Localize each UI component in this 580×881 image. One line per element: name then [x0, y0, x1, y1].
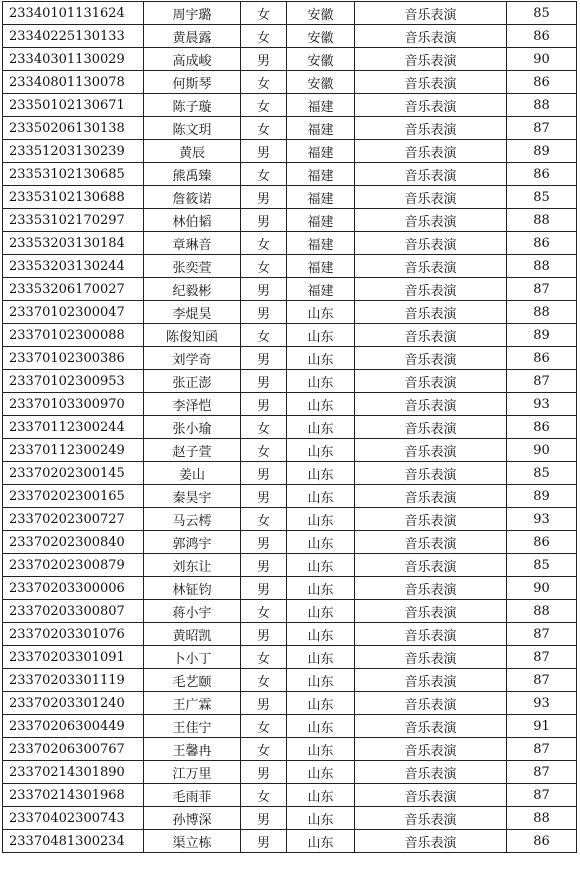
- table-row: [3, 301, 577, 324]
- score-cell: 86: [507, 416, 577, 439]
- province-cell: 山东: [287, 600, 355, 623]
- name-cell: 赵子萱: [144, 439, 241, 462]
- table-row: [3, 278, 577, 301]
- table-row: [3, 2, 577, 25]
- score-cell: 87: [507, 278, 577, 301]
- exam-id-cell: 23370102300088: [3, 324, 144, 347]
- gender-cell: 男: [241, 140, 287, 163]
- major-cell: 音乐表演: [355, 485, 507, 508]
- province-cell: 山东: [287, 623, 355, 646]
- table-row: [3, 623, 577, 646]
- table-row: [3, 71, 577, 94]
- exam-id-cell: 23370103300970: [3, 393, 144, 416]
- exam-id-cell: 23370206300449: [3, 715, 144, 738]
- major-cell: 音乐表演: [355, 232, 507, 255]
- province-cell: 福建: [287, 186, 355, 209]
- exam-id-cell: 23370112300249: [3, 439, 144, 462]
- province-cell: 山东: [287, 669, 355, 692]
- score-cell: 87: [507, 784, 577, 807]
- score-cell: 90: [507, 439, 577, 462]
- name-cell: 张奕萱: [144, 255, 241, 278]
- table-row: [3, 117, 577, 140]
- name-cell: 陈俊知函: [144, 324, 241, 347]
- score-cell: 89: [507, 324, 577, 347]
- gender-cell: 女: [241, 71, 287, 94]
- exam-id-cell: 23370102300047: [3, 301, 144, 324]
- table-row: [3, 255, 577, 278]
- table-row: [3, 163, 577, 186]
- major-cell: 音乐表演: [355, 577, 507, 600]
- table-row: [3, 669, 577, 692]
- table-row: [3, 140, 577, 163]
- major-cell: 音乐表演: [355, 393, 507, 416]
- exam-id-cell: 23353206170027: [3, 278, 144, 301]
- exam-id-cell: 23353102130688: [3, 186, 144, 209]
- name-cell: 刘东让: [144, 554, 241, 577]
- province-cell: 安徽: [287, 2, 355, 25]
- score-cell: 87: [507, 623, 577, 646]
- gender-cell: 男: [241, 830, 287, 853]
- gender-cell: 女: [241, 324, 287, 347]
- major-cell: 音乐表演: [355, 94, 507, 117]
- score-cell: 88: [507, 301, 577, 324]
- major-cell: 音乐表演: [355, 784, 507, 807]
- gender-cell: 男: [241, 531, 287, 554]
- gender-cell: 女: [241, 646, 287, 669]
- province-cell: 山东: [287, 715, 355, 738]
- results-table: [2, 1, 577, 853]
- major-cell: 音乐表演: [355, 554, 507, 577]
- table-row: [3, 600, 577, 623]
- exam-id-cell: 23370203301240: [3, 692, 144, 715]
- exam-id-cell: 23350102130671: [3, 94, 144, 117]
- major-cell: 音乐表演: [355, 646, 507, 669]
- table-row: [3, 830, 577, 853]
- name-cell: 林钲钧: [144, 577, 241, 600]
- name-cell: 孙博深: [144, 807, 241, 830]
- gender-cell: 男: [241, 761, 287, 784]
- name-cell: 李焜昊: [144, 301, 241, 324]
- gender-cell: 女: [241, 25, 287, 48]
- name-cell: 黄晨露: [144, 25, 241, 48]
- table-row: [3, 186, 577, 209]
- table-row: [3, 439, 577, 462]
- name-cell: 陈文玥: [144, 117, 241, 140]
- gender-cell: 男: [241, 186, 287, 209]
- exam-id-cell: 23353203130244: [3, 255, 144, 278]
- exam-id-cell: 23370202300840: [3, 531, 144, 554]
- province-cell: 山东: [287, 370, 355, 393]
- gender-cell: 男: [241, 209, 287, 232]
- major-cell: 音乐表演: [355, 186, 507, 209]
- major-cell: 音乐表演: [355, 370, 507, 393]
- score-cell: 87: [507, 117, 577, 140]
- score-cell: 89: [507, 140, 577, 163]
- province-cell: 安徽: [287, 25, 355, 48]
- score-cell: 89: [507, 485, 577, 508]
- province-cell: 山东: [287, 761, 355, 784]
- province-cell: 福建: [287, 140, 355, 163]
- table-row: [3, 48, 577, 71]
- score-cell: 90: [507, 48, 577, 71]
- exam-id-cell: 23351203130239: [3, 140, 144, 163]
- table-body: [3, 2, 577, 853]
- exam-id-cell: 23370102300386: [3, 347, 144, 370]
- gender-cell: 女: [241, 416, 287, 439]
- table-row: [3, 94, 577, 117]
- exam-id-cell: 23370202300727: [3, 508, 144, 531]
- name-cell: 高成峻: [144, 48, 241, 71]
- gender-cell: 女: [241, 94, 287, 117]
- score-cell: 85: [507, 186, 577, 209]
- name-cell: 黄昭凯: [144, 623, 241, 646]
- gender-cell: 女: [241, 439, 287, 462]
- province-cell: 安徽: [287, 48, 355, 71]
- exam-id-cell: 23353102170297: [3, 209, 144, 232]
- gender-cell: 男: [241, 278, 287, 301]
- name-cell: 陈子璇: [144, 94, 241, 117]
- score-cell: 93: [507, 692, 577, 715]
- table-row: [3, 692, 577, 715]
- score-cell: 93: [507, 393, 577, 416]
- exam-id-cell: 23370203301076: [3, 623, 144, 646]
- table-row: [3, 485, 577, 508]
- province-cell: 山东: [287, 577, 355, 600]
- major-cell: 音乐表演: [355, 278, 507, 301]
- province-cell: 山东: [287, 807, 355, 830]
- major-cell: 音乐表演: [355, 25, 507, 48]
- score-cell: 91: [507, 715, 577, 738]
- name-cell: 张小瑜: [144, 416, 241, 439]
- table-row: [3, 393, 577, 416]
- score-cell: 88: [507, 94, 577, 117]
- name-cell: 毛艺颐: [144, 669, 241, 692]
- province-cell: 山东: [287, 462, 355, 485]
- name-cell: 李泽恺: [144, 393, 241, 416]
- name-cell: 毛雨菲: [144, 784, 241, 807]
- table-row: [3, 324, 577, 347]
- exam-id-cell: 23350206130138: [3, 117, 144, 140]
- major-cell: 音乐表演: [355, 669, 507, 692]
- name-cell: 江万里: [144, 761, 241, 784]
- score-cell: 88: [507, 600, 577, 623]
- gender-cell: 男: [241, 347, 287, 370]
- gender-cell: 男: [241, 577, 287, 600]
- major-cell: 音乐表演: [355, 347, 507, 370]
- exam-id-cell: 23370214301968: [3, 784, 144, 807]
- name-cell: 王馨冉: [144, 738, 241, 761]
- exam-id-cell: 23340301130029: [3, 48, 144, 71]
- score-cell: 86: [507, 531, 577, 554]
- exam-id-cell: 23370214301890: [3, 761, 144, 784]
- table-row: [3, 347, 577, 370]
- name-cell: 卜小丁: [144, 646, 241, 669]
- score-cell: 87: [507, 669, 577, 692]
- name-cell: 秦昊宇: [144, 485, 241, 508]
- major-cell: 音乐表演: [355, 416, 507, 439]
- exam-id-cell: 23370402300743: [3, 807, 144, 830]
- province-cell: 福建: [287, 117, 355, 140]
- gender-cell: 男: [241, 807, 287, 830]
- table-row: [3, 508, 577, 531]
- gender-cell: 男: [241, 301, 287, 324]
- table-row: [3, 416, 577, 439]
- score-cell: 85: [507, 554, 577, 577]
- score-cell: 86: [507, 71, 577, 94]
- major-cell: 音乐表演: [355, 71, 507, 94]
- province-cell: 山东: [287, 324, 355, 347]
- score-cell: 85: [507, 462, 577, 485]
- major-cell: 音乐表演: [355, 692, 507, 715]
- major-cell: 音乐表演: [355, 324, 507, 347]
- gender-cell: 女: [241, 669, 287, 692]
- province-cell: 山东: [287, 393, 355, 416]
- major-cell: 音乐表演: [355, 462, 507, 485]
- score-cell: 86: [507, 25, 577, 48]
- gender-cell: 女: [241, 255, 287, 278]
- province-cell: 山东: [287, 738, 355, 761]
- province-cell: 山东: [287, 416, 355, 439]
- score-cell: 90: [507, 577, 577, 600]
- major-cell: 音乐表演: [355, 508, 507, 531]
- gender-cell: 女: [241, 715, 287, 738]
- score-cell: 87: [507, 761, 577, 784]
- province-cell: 山东: [287, 830, 355, 853]
- gender-cell: 女: [241, 738, 287, 761]
- table-row: [3, 577, 577, 600]
- gender-cell: 男: [241, 554, 287, 577]
- major-cell: 音乐表演: [355, 48, 507, 71]
- table-row: [3, 554, 577, 577]
- gender-cell: 女: [241, 117, 287, 140]
- province-cell: 福建: [287, 232, 355, 255]
- major-cell: 音乐表演: [355, 600, 507, 623]
- table-row: [3, 209, 577, 232]
- score-cell: 86: [507, 347, 577, 370]
- name-cell: 周宇璐: [144, 2, 241, 25]
- major-cell: 音乐表演: [355, 830, 507, 853]
- score-cell: 88: [507, 807, 577, 830]
- province-cell: 山东: [287, 646, 355, 669]
- gender-cell: 女: [241, 2, 287, 25]
- score-cell: 87: [507, 738, 577, 761]
- major-cell: 音乐表演: [355, 163, 507, 186]
- name-cell: 黄辰: [144, 140, 241, 163]
- exam-id-cell: 23340225130133: [3, 25, 144, 48]
- province-cell: 山东: [287, 301, 355, 324]
- province-cell: 福建: [287, 94, 355, 117]
- major-cell: 音乐表演: [355, 531, 507, 554]
- exam-id-cell: 23370203301119: [3, 669, 144, 692]
- province-cell: 山东: [287, 531, 355, 554]
- table-row: [3, 738, 577, 761]
- table-row: [3, 784, 577, 807]
- table-row: [3, 646, 577, 669]
- name-cell: 詹筱诺: [144, 186, 241, 209]
- major-cell: 音乐表演: [355, 738, 507, 761]
- name-cell: 蒋小宇: [144, 600, 241, 623]
- province-cell: 山东: [287, 439, 355, 462]
- province-cell: 山东: [287, 508, 355, 531]
- exam-id-cell: 23370202300879: [3, 554, 144, 577]
- name-cell: 王广霖: [144, 692, 241, 715]
- gender-cell: 男: [241, 692, 287, 715]
- major-cell: 音乐表演: [355, 140, 507, 163]
- table-row: [3, 807, 577, 830]
- province-cell: 山东: [287, 692, 355, 715]
- province-cell: 山东: [287, 784, 355, 807]
- exam-id-cell: 23370206300767: [3, 738, 144, 761]
- score-cell: 86: [507, 232, 577, 255]
- major-cell: 音乐表演: [355, 761, 507, 784]
- name-cell: 王佳宁: [144, 715, 241, 738]
- gender-cell: 女: [241, 508, 287, 531]
- province-cell: 福建: [287, 209, 355, 232]
- major-cell: 音乐表演: [355, 807, 507, 830]
- exam-id-cell: 23370202300165: [3, 485, 144, 508]
- score-cell: 87: [507, 646, 577, 669]
- province-cell: 安徽: [287, 71, 355, 94]
- gender-cell: 女: [241, 232, 287, 255]
- score-cell: 85: [507, 2, 577, 25]
- table-row: [3, 531, 577, 554]
- score-cell: 88: [507, 209, 577, 232]
- name-cell: 郭鸿宇: [144, 531, 241, 554]
- province-cell: 福建: [287, 255, 355, 278]
- major-cell: 音乐表演: [355, 117, 507, 140]
- major-cell: 音乐表演: [355, 2, 507, 25]
- gender-cell: 女: [241, 784, 287, 807]
- name-cell: 何斯琴: [144, 71, 241, 94]
- gender-cell: 男: [241, 485, 287, 508]
- name-cell: 姜山: [144, 462, 241, 485]
- province-cell: 福建: [287, 278, 355, 301]
- score-cell: 93: [507, 508, 577, 531]
- name-cell: 马云樗: [144, 508, 241, 531]
- exam-id-cell: 23370481300234: [3, 830, 144, 853]
- gender-cell: 男: [241, 48, 287, 71]
- exam-id-cell: 23353102130685: [3, 163, 144, 186]
- exam-id-cell: 23340101131624: [3, 2, 144, 25]
- score-cell: 87: [507, 370, 577, 393]
- exam-id-cell: 23370112300244: [3, 416, 144, 439]
- exam-id-cell: 23370203300006: [3, 577, 144, 600]
- name-cell: 刘学奇: [144, 347, 241, 370]
- major-cell: 音乐表演: [355, 209, 507, 232]
- table-row: [3, 25, 577, 48]
- exam-id-cell: 23370203300807: [3, 600, 144, 623]
- table-row: [3, 370, 577, 393]
- gender-cell: 女: [241, 163, 287, 186]
- exam-id-cell: 23340801130078: [3, 71, 144, 94]
- name-cell: 熊禹臻: [144, 163, 241, 186]
- gender-cell: 女: [241, 600, 287, 623]
- score-cell: 88: [507, 255, 577, 278]
- exam-id-cell: 23370203301091: [3, 646, 144, 669]
- province-cell: 山东: [287, 347, 355, 370]
- name-cell: 渠立栋: [144, 830, 241, 853]
- province-cell: 山东: [287, 485, 355, 508]
- major-cell: 音乐表演: [355, 301, 507, 324]
- exam-id-cell: 23370102300953: [3, 370, 144, 393]
- major-cell: 音乐表演: [355, 715, 507, 738]
- province-cell: 山东: [287, 554, 355, 577]
- name-cell: 纪毅彬: [144, 278, 241, 301]
- exam-id-cell: 23370202300145: [3, 462, 144, 485]
- gender-cell: 男: [241, 393, 287, 416]
- gender-cell: 男: [241, 462, 287, 485]
- exam-id-cell: 23353203130184: [3, 232, 144, 255]
- table-row: [3, 232, 577, 255]
- gender-cell: 男: [241, 370, 287, 393]
- name-cell: 张正澎: [144, 370, 241, 393]
- table-row: [3, 715, 577, 738]
- score-cell: 86: [507, 163, 577, 186]
- table-row: [3, 761, 577, 784]
- province-cell: 福建: [287, 163, 355, 186]
- score-cell: 86: [507, 830, 577, 853]
- name-cell: 章琳音: [144, 232, 241, 255]
- name-cell: 林伯韬: [144, 209, 241, 232]
- major-cell: 音乐表演: [355, 623, 507, 646]
- gender-cell: 男: [241, 623, 287, 646]
- major-cell: 音乐表演: [355, 439, 507, 462]
- major-cell: 音乐表演: [355, 255, 507, 278]
- table-row: [3, 462, 577, 485]
